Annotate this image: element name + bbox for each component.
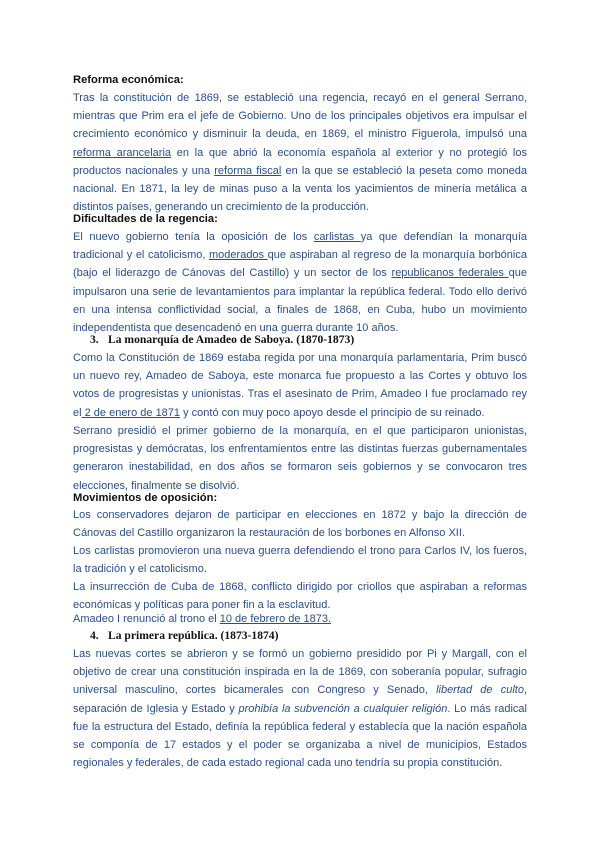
link-10-febrero-1873[interactable]: 10 de febrero de 1873. xyxy=(219,613,332,625)
text-segment: Las nuevas cortes se abrieron y se formó un gobierno presidido por Pi y Margall, con el objetivo de crear una constitución inspirada en la de 1869, con soberanía popular, sufragio universal masculino, cortes bicamerales con Congreso y Senado, xyxy=(73,648,527,697)
text-segment: Amadeo I renunció al trono el xyxy=(73,613,220,625)
italic-prohibia-subvencion: prohibía la subvención a cualquier religión xyxy=(238,702,448,715)
text-segment: ya que defendían la monarquía tradicional y el catolicismo, xyxy=(73,231,527,262)
text-segment: que aspiraban al regreso de la monarquía borbónica (bajo el liderazgo de Cánovas del Castillo) y un sector de los xyxy=(73,249,527,280)
paragraph-amadeo-2: Serrano presidió el primer gobierno de la monarquía, en el que participaron unionistas, progresistas y demócratas, los enfrentamientos entre las distintas fuerzas gubernamentales generaron inestabilidad, en dos años se formaron seis gobiernos y se convocaron tres elecciones, finalmente se disolvió. xyxy=(73,425,527,492)
heading-movimientos-oposicion: Movimientos de oposición: xyxy=(73,492,218,504)
text-segment: que impulsaron una serie de levantamientos para implantar la república federal. Todo ello derivó en una intensa conflictividad social, a finales de 1868, en Cuba, hubo un movimiento independentista que desencadenó en una guerra durante 10 años. xyxy=(73,267,527,335)
section-title-text: La monarquía de Amadeo de Saboya. (1870-1873) xyxy=(108,333,355,346)
heading-reforma-economica: Reforma económica: xyxy=(73,74,184,86)
section-title-amadeo xyxy=(73,331,527,349)
text-segment: en la que abrió la economía española al exterior y no protegió los productos nacionales y una xyxy=(73,146,527,177)
paragraph-reforma-economica xyxy=(73,89,527,216)
paragraph-primera-republica xyxy=(73,645,527,772)
link-reforma-arancelaria[interactable]: reforma arancelaria xyxy=(73,146,172,159)
text-segment: , separación de Iglesia y Estado y xyxy=(73,684,527,715)
text-segment: en la que se estableció la peseta como moneda nacional. En 1871, la ley de minas puso a la venta los yacimientos de minería metálica a distintos países, generando un crecimiento de la producción. xyxy=(73,164,527,214)
section-number: 4. xyxy=(90,629,99,642)
text-segment: . Lo más radical fue la estructura del Estado, definía la república federal y establecía que la nación española se componía de 17 estados y el poder se organizaba a nivel de municipios, Estados regionales y federales, de cada estado regional cada uno tendría su propia constitución. xyxy=(73,702,527,770)
paragraph-renuncia xyxy=(73,610,527,628)
link-2-enero-1871[interactable]: 2 de enero de 1871 xyxy=(81,406,181,419)
paragraph-dificultades-regencia xyxy=(73,228,527,337)
link-republicanos-federales[interactable]: republicanos federales xyxy=(391,267,509,280)
text-segment: Tras la constitución de 1869, se estableció una regencia, recayó en el general Serrano, mientras que Prim era el jefe de Gobierno. Uno de los principales objetivos era impulsar el crecimiento económico y disminuir la deuda, en 1869, el ministro Figuerola, impulsó una xyxy=(73,92,527,141)
section-title-text: La primera república. (1873-1874) xyxy=(108,629,279,642)
text-segment: y contó con muy poco apoyo desde el principio de su reinado. xyxy=(180,406,485,419)
section-title-primera-republica xyxy=(73,627,527,645)
link-moderados[interactable]: moderados xyxy=(209,249,268,262)
paragraph-carlistas: Los carlistas promovieron una nueva guerra defendiendo el trono para Carlos IV, los fueros, la tradición y el catolicismo. xyxy=(73,545,527,576)
italic-libertad-culto: libertad de culto xyxy=(436,684,524,697)
paragraph-conservadores: Los conservadores dejaron de participar en elecciones en 1872 y bajo la dirección de Cánovas del Castillo organizaron la restauración de los borbones en Alfonso XII. xyxy=(73,509,527,540)
link-reforma-fiscal[interactable]: reforma fiscal xyxy=(214,164,282,177)
link-carlistas[interactable]: carlistas xyxy=(313,231,361,243)
text-segment: Como la Constitución de 1869 estaba regida por una monarquía parlamentaria, Prim buscó un nuevo rey, Amadeo de Saboya, este monarca fue propuesto a las Cortes y obtuvo los votos de progresistas y unionistas. Tras el asesinato de Prim, Amadeo I fue proclamado rey el xyxy=(73,352,527,419)
text-segment: El nuevo gobierno tenía la oposición de los xyxy=(73,231,314,243)
section-number: 3. xyxy=(90,333,99,346)
heading-dificultades-regencia: Dificultades de la regencia: xyxy=(73,213,218,225)
paragraph-amadeo-1 xyxy=(73,349,527,422)
paragraph-cuba: La insurrección de Cuba de 1868, conflicto dirigido por criollos que aspiraban a reformas económicas y políticas para poner fin a la esclavitud. xyxy=(73,581,527,612)
